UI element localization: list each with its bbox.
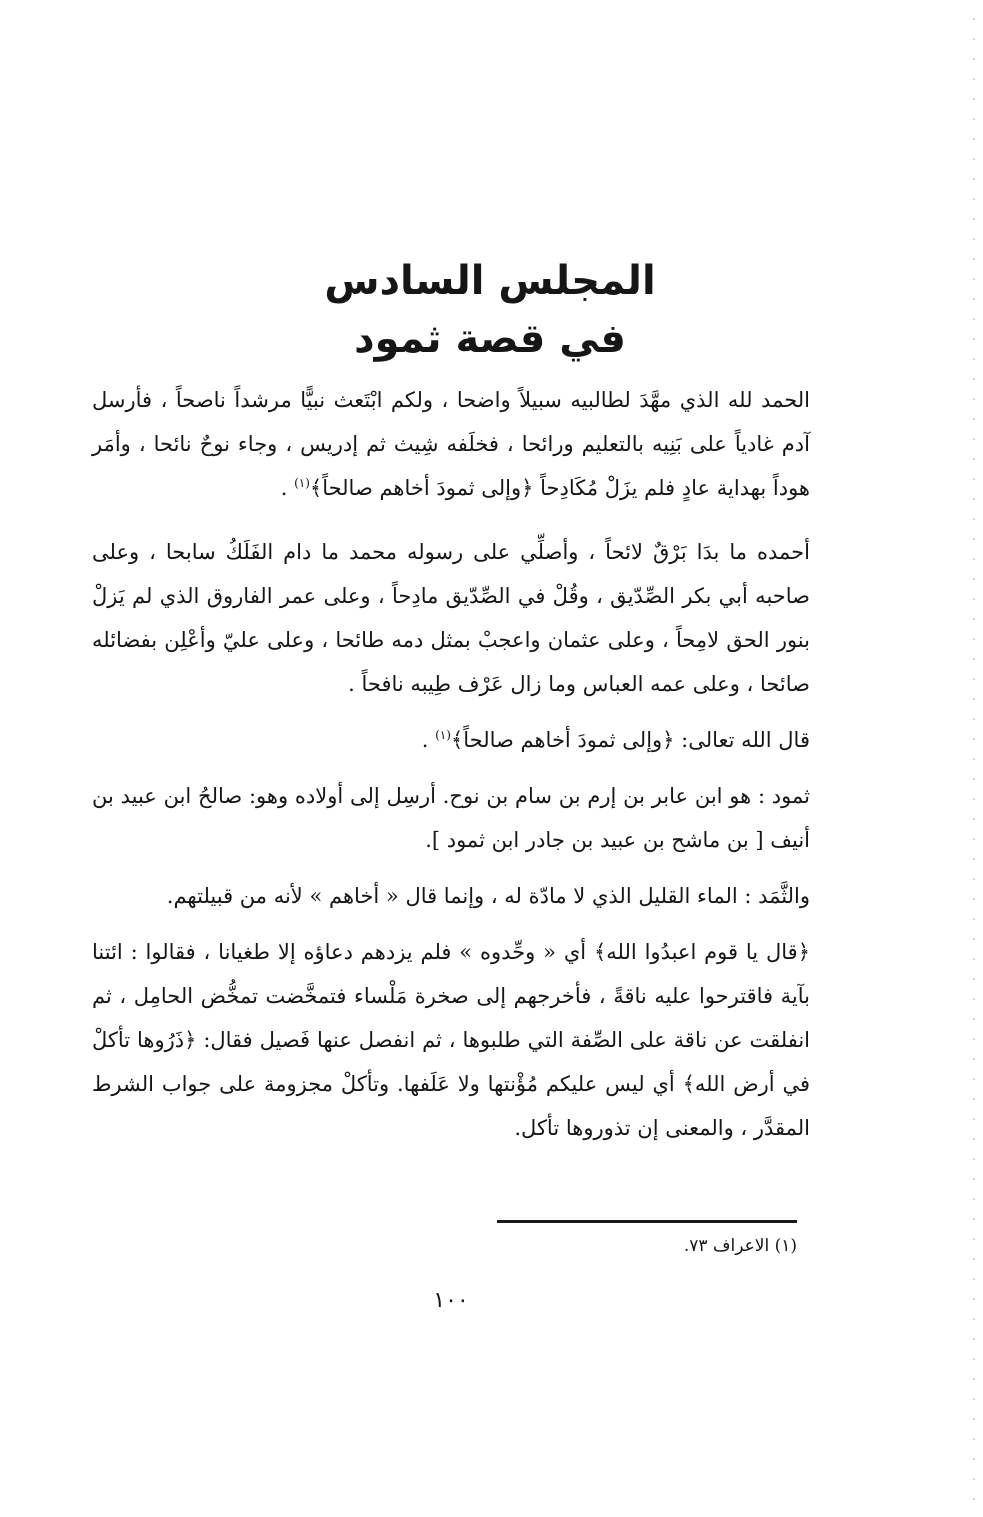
paragraph-thamad: والثَّمَد : الماء القليل الذي لا مادّة له ، وإنما قال « أخاهم » لأنه من قبيلتهم. [166,884,810,908]
chapter-heading [250,252,730,368]
paragraph-opening-tail: . [280,476,295,500]
paragraph-opening [92,378,810,510]
footnote-marker: (١) [435,728,451,742]
paragraph-quran-quote-tail: . [421,728,436,752]
page-number: ١٠٠ [433,1288,469,1313]
footnote: (١) الاعراف ٧٣. [683,1236,797,1256]
paragraph-quran-quote-text: قال الله تعالى: ﴿وإلى ثمودَ أخاهم صالحاً﴾ [450,728,810,752]
chapter-title: المجلس السادس [324,258,656,304]
footnote-marker: (١) [294,476,310,490]
main-text [92,378,810,1150]
paragraph-praise: أحمده ما بدَا بَرْقٌ لائحاً ، وأصلِّي على رسوله محمد ما دام الفَلَكُ سابحا ، وعلى صاحبه أبي بكر الصِّدّيق ، وقُلْ في الصِّدّيق مادِحاً ، وعلى عمر الفاروق الذي لم يَزلْ بنور الحق لامِحاً ، وعلى عثمان واعجبْ بمثل دمه طائحا ، وعلى عليّ وأعْلِن بفضائله صائحا ، وعلى عمه العباس وما زال عَرْف طِيبه نافحاً . [92,540,810,696]
paragraph-quran-quote [92,718,810,762]
footnote-divider [497,1220,797,1223]
paragraph-thamud: ثمود : هو ابن عابر بن إرم بن سام بن نوح. أرسِل إلى أولاده وهو: صالحُ ابن عبيد بن أنيف [ بن ماشح بن عبيد بن جادر ابن ثمود ]. [92,784,810,852]
chapter-subtitle: في قصة ثمود [354,316,626,362]
paragraph-she-camel: ﴿قال يا قوم اعبدُوا الله﴾ أي « وحِّدوه » فلم يزدهم دعاؤه إلا طغيانا ، فقالوا : ائتنا بآية فاقترحوا عليه ناقةً ، فأخرجهم إلى صخرة مَلْساء فتمخَّضت تمخُّض الحامِل ، ثم انفلقت عن ناقة على الصِّفة التي طلبوها ، ثم انفصل عنها فَصيل فقال: ﴿ذَرُوها تأكلْ في أرض الله﴾ أي ليس عليكم مُؤْنتها ولا عَلَفها. وتأكلْ مجزومة على جواب الشرط المقدَّر ، والمعنى إن تذوروها تأكل. [92,940,810,1140]
paragraph-opening-text: الحمد لله الذي مهَّدَ لطالبيه سبيلاً واضحا ، ولكم ابْتَعث نبيًّا مرشداً ناصحاً ، فأرسل آدم غادياً على بَنِيه بالتعليم ورائحا ، فخلَفه شِيث ثم إدريس ، وجاء نوحٌ نائحا ، وأمَر هوداً بهداية عادٍ فلم يزَلْ مُكَادِحاً ﴿وإلى ثمودَ أخاهم صالحاً﴾ [92,388,810,500]
scan-edge [973,0,975,1517]
